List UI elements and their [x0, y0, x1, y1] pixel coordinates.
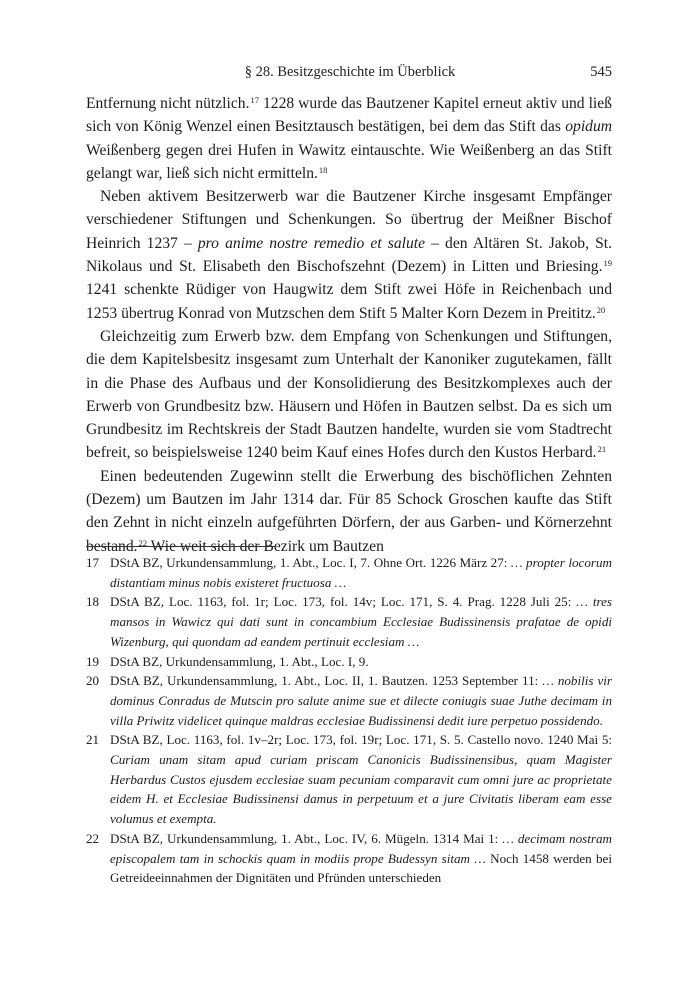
footnote-number: 19	[86, 653, 100, 669]
text-run: DStA BZ, Urkundensammlung, 1. Abt., Loc. IV, 6. Mügeln. 1314 Mai 1:	[110, 830, 503, 846]
page-header	[88, 64, 612, 86]
footnote-text	[110, 671, 612, 730]
footnote-separator	[86, 546, 276, 547]
footnote	[86, 829, 612, 888]
footnote-reference: 19	[603, 258, 612, 269]
body-paragraph	[86, 465, 612, 558]
text-run: 1228 wurde das Bautzener Kapitel erneut aktiv und ließ sich von König Wenzel einen Besitztausch bestätigen, bei dem das Stift das	[86, 95, 612, 136]
footnote	[86, 553, 612, 592]
text-run: DStA BZ, Urkundensammlung, 1. Abt., Loc. II, 1. Bautzen. 1253 September 11:	[110, 673, 543, 689]
footnote	[86, 652, 612, 672]
body-paragraph	[86, 325, 612, 465]
footnote-reference: 22	[138, 537, 148, 548]
text-run: DStA BZ, Loc. 1163, fol. 1v–2r; Loc. 173, fol. 19r; Loc. 171, S. 5. Castello novo. 1240 Mai 5:	[110, 732, 612, 748]
italic-text: Curiam unam sitam apud curiam priscam Canonicis Budissinensibus, quam Magister Herbardus Custos ejusdem ecclesiae suam pecuniam comparavit cum omni jure ac proprietate eidem H. et Ecclesiae Budissinensi damus in perpetuum et a jure Civitatis liberam eam esse volumus et exempta.	[110, 752, 612, 827]
footnote-reference: 20	[596, 304, 606, 315]
footnote-reference: 21	[597, 444, 607, 455]
footnote-text	[110, 829, 612, 888]
text-run: Wie weit sich der Bezirk um Bautzen	[147, 537, 384, 555]
running-title: § 28. Besitzgeschichte im Überblick	[244, 64, 456, 80]
footnote	[86, 730, 612, 829]
footnote-number: 21	[86, 732, 100, 748]
footnote-number: 17	[86, 555, 100, 570]
footnotes	[86, 553, 612, 888]
italic-text: … decimam nostram episcopalem tam in schockis quam in modiis prope Budessyn sitam …	[110, 830, 612, 866]
text-run: DStA BZ, Urkundensammlung, 1. Abt., Loc. I, 9.	[110, 653, 369, 669]
text-run: – den Altären St. Jakob, St. Nikolaus und St. Elisabeth den Bischofszehnt (Dezem) in Litten und Briesing.	[86, 234, 612, 276]
footnote-number: 20	[86, 673, 100, 689]
text-run: DStA BZ, Loc. 1163, fol. 1r; Loc. 173, fol. 14v; Loc. 171, S. 4. Prag. 1228 Juli 25:	[110, 594, 577, 610]
text-run: 1241 schenkte Rüdiger von Haugwitz dem Stift zwei Höfe in Reichenbach und 1253 übertrug Konrad von Mutzschen dem Stift 5 Malter Korn Dezem in Preititz.	[86, 281, 612, 322]
italic-text: pro anime nostre remedio et salute	[197, 234, 426, 252]
italic-text: … tres mansos in Wawicz qui dati sunt in concambium Ecclesiae Budissinensis prafatae de opidi Wizenburg, qui quondam ad eandem pertinuit ecclesiam …	[110, 594, 612, 649]
footnote	[86, 592, 612, 651]
footnote-number: 22	[86, 830, 100, 846]
text-run: DStA BZ, Urkundensammlung, 1. Abt., Loc. I, 7. Ohne Ort. 1226 März 27:	[110, 555, 511, 570]
text-run: Entfernung nicht nützlich.	[86, 95, 250, 112]
footnote	[86, 671, 612, 730]
italic-text: opidum	[565, 118, 612, 136]
italic-text: … propter locorum distantiam minus nobis existeret fructuosa …	[110, 555, 612, 590]
text-run: Gleichzeitig zum Erwerb bzw. dem Empfang von Schenkungen und Stiftungen, die dem Kapitelsbesitz insgesamt zum Unterhalt der Kanoniker zugutekamen, fällt in die Phase des Aufbaus und der Konsolidierung des Besitzkomplexes auch der Erwerb von Grundbesitz bzw. Häusern und Höfen in Bautzen selbst. Da es sich um Grundbesitz im Rechtskreis der Stadt Bautzen handelte, wurden sie vom Stadtrecht befreit, so beispielsweise 1240 beim Kauf eines Hofes durch den Kustos Herbard.	[86, 327, 612, 462]
body-paragraph	[86, 185, 612, 325]
footnote-reference: 17	[250, 95, 259, 105]
footnote-text	[110, 730, 612, 829]
footnote-number: 18	[86, 594, 100, 610]
footnote-text	[110, 592, 612, 651]
text-run: Neben aktivem Besitzerwerb war die Bautzener Kirche insgesamt Empfänger verschiedener Stiftungen und Schenkungen. So übertrug der Meißner Bischof Heinrich 1237 –	[86, 188, 612, 252]
text-run: Weißenberg gegen drei Hufen in Wawitz eintauschte. Wie Weißenberg an das Stift gelangt war, ließ sich nicht ermitteln.	[86, 141, 612, 182]
footnote-reference: 18	[318, 164, 328, 175]
footnote-text	[110, 652, 612, 672]
italic-text: … nobilis vir dominus Conradus de Mutscin pro salute anime sue et dilecte coniugis suae Juthe decimam in villa Priwitz videlicet quinque maldras ecclesiae Budissinensi dedit iure perpetuo possidendo.	[110, 673, 613, 728]
main-text	[86, 92, 612, 558]
body-paragraph	[86, 92, 612, 185]
text-run: Noch 1458 werden bei Getreideeinnahmen der Dignitäten und Pfründen unterschieden	[110, 850, 612, 886]
text-run: Einen bedeutenden Zugewinn stellt die Erwerbung des bischöflichen Zehnten (Dezem) um Bautzen im Jahr 1314 dar. Für 85 Schock Groschen kaufte das Stift den Zehnt in nicht einzeln aufgeführten Dörfern, der aus Garben- und Körnerzehnt bestand.	[86, 467, 612, 555]
footnote-text	[110, 553, 612, 592]
page-number: 545	[590, 64, 612, 80]
